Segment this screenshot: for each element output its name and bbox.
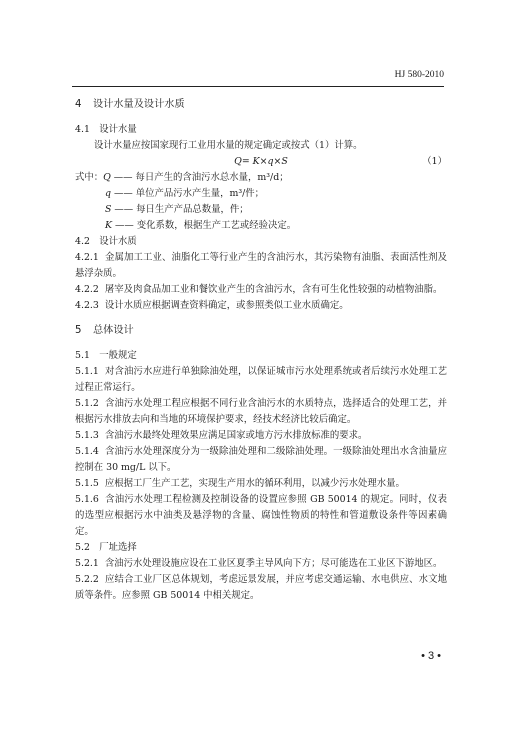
header-rule <box>72 86 444 87</box>
standard-code: HJ 580-2010 <box>394 70 444 80</box>
clause-4-2-1: 4.2.1 金属加工工业、油脂化工等行业产生的含油污水，其污染物有油脂、表面活性剂及悬浮杂质。 <box>75 252 447 279</box>
clause-5-2-1: 5.2.1 含油污水处理设施应设在工业区夏季主导风向下方；尽可能选在工业区下游地区。 <box>75 558 443 569</box>
subsection-5-1-title: 5.1 一般规定 <box>75 350 137 361</box>
section-number: 5 <box>75 325 82 336</box>
page-content <box>75 97 447 604</box>
variable-definition: K —— 变化系数，根据生产工艺或经验决定。 <box>105 220 297 231</box>
clause-4-2-2: 4.2.2 屠宰及肉食品加工业和餐饮业产生的含油污水，含有可生化性较强的动植物油脂。 <box>75 284 443 295</box>
formula: Q= K×q×S <box>234 156 288 167</box>
clause-5-1-5: 5.1.5 应根据工厂生产工艺，实现生产用水的循环利用，以减少污水处理水量。 <box>75 478 405 489</box>
variable-definition: q —— 单位产品污水产生量，m³/件； <box>105 188 265 199</box>
formula-line <box>75 154 447 170</box>
clause-5-1-4: 5.1.4 含油污水处理深度分为一级除油处理和二级除油处理。一级除油处理出水含油量应控制在 30 mg/L 以下。 <box>75 446 447 473</box>
clause-5-1-2: 5.1.2 含油污水处理工程应根据不同行业含油污水的水质特点，选择适合的处理工艺，并根据污水排放去向和当地的环境保护要求，经技术经济比较后确定。 <box>75 398 447 425</box>
section-title: 总体设计 <box>93 325 134 336</box>
clause-5-1-6: 5.1.6 含油污水处理工程检测及控制设备的设置应参照 GB 50014 的规定。同时，仪表的选型应根据污水中油类及悬浮物的含量、腐蚀性物质的特性和管道敷设条件等因素确定。 <box>75 494 447 537</box>
section-4-heading <box>75 97 447 113</box>
variable-definition: S —— 每日生产产品总数量，件； <box>105 204 249 215</box>
variable-definition: 式中：Q —— 每日产生的含油污水总水量，m³/d； <box>75 172 289 183</box>
page-number: • 3 • <box>421 650 441 662</box>
clause-4-2-3: 4.2.3 设计水质应根据调查资料确定，或参照类似工业水质确定。 <box>75 300 349 311</box>
section-5-heading <box>75 323 447 339</box>
section-number: 4 <box>75 99 82 110</box>
clause-5-2-2: 5.2.2 应结合工业厂区总体规划，考虑远景发展，并应考虑交通运输、水电供应、水文地质等条件。应参照 GB 50014 中相关规定。 <box>75 574 447 601</box>
paragraph-4-1: 设计水量应按国家现行工业用水量的规定确定或按式（1）计算。 <box>94 140 363 151</box>
formula-number: （1） <box>422 156 447 167</box>
subsection-5-2-title: 5.2 厂址选择 <box>75 542 137 553</box>
section-title: 设计水量及设计水质 <box>93 99 185 110</box>
clause-5-1-1: 5.1.1 对含油污水应进行单独除油处理，以保证城市污水处理系统或者后续污水处理工艺过程正常运行。 <box>75 366 447 393</box>
clause-5-1-3: 5.1.3 含油污水最终处理效果应满足国家或地方污水排放标准的要求。 <box>75 430 368 441</box>
subsection-4-1-title: 4.1 设计水量 <box>75 124 137 135</box>
subsection-4-2-title: 4.2 设计水质 <box>75 236 137 247</box>
